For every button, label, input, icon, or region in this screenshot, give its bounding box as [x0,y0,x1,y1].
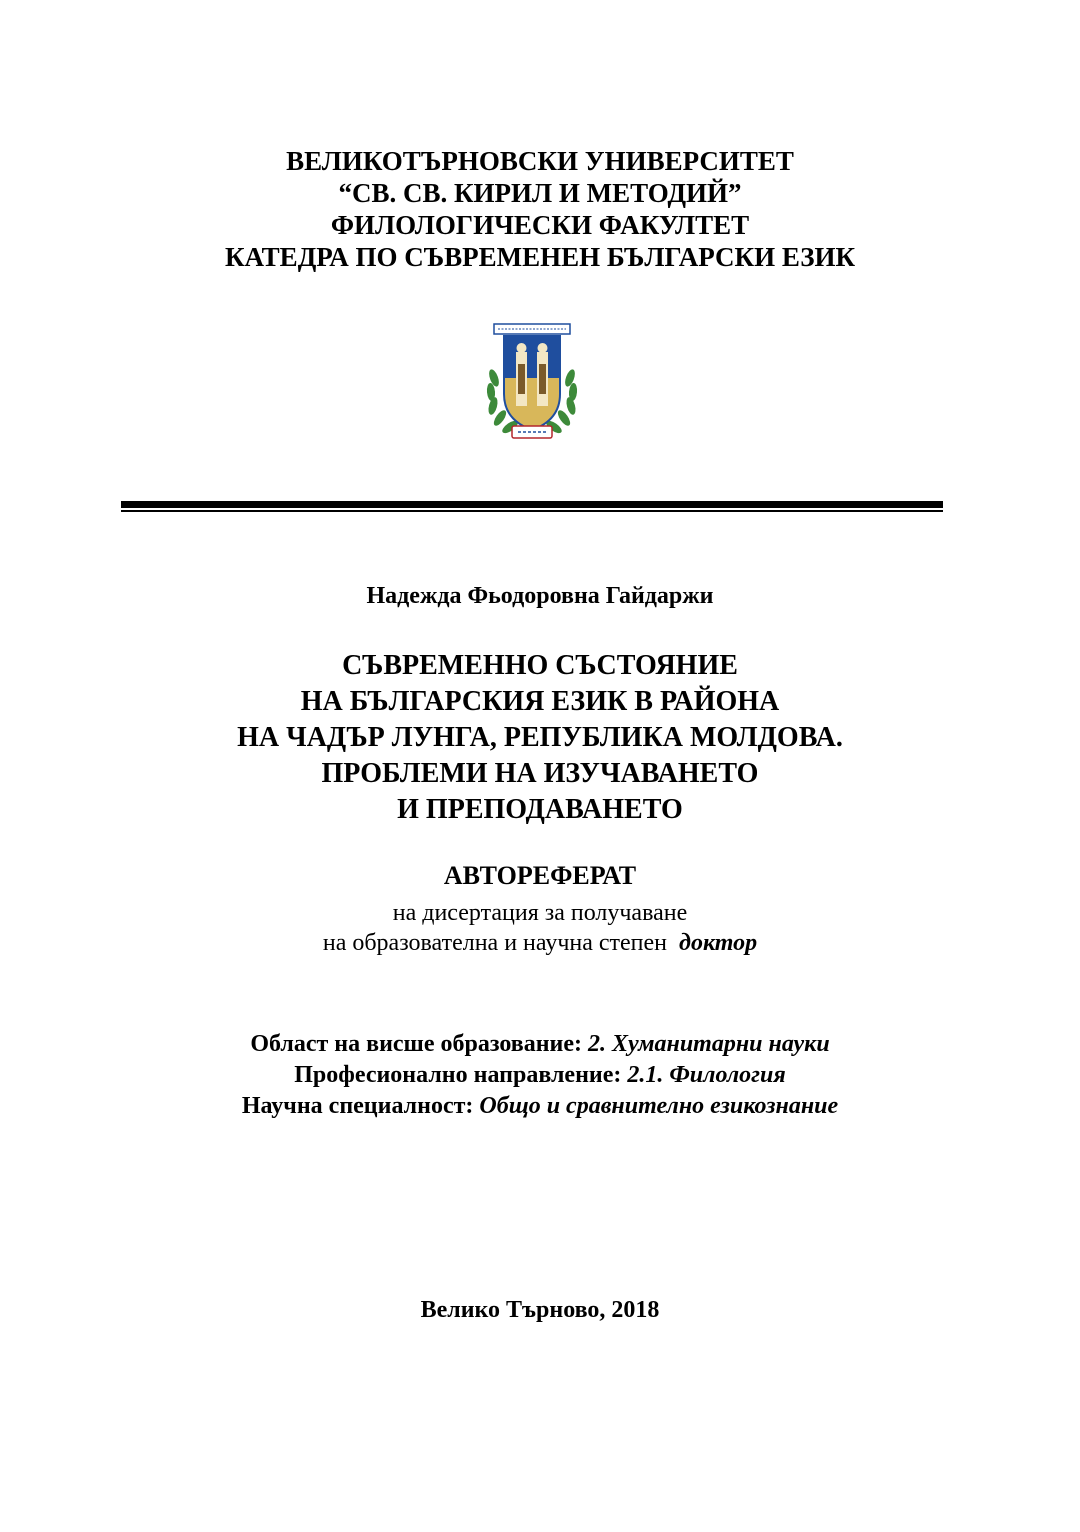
title-line: ПРОБЛЕМИ НА ИЗУЧАВАНЕТО [321,758,759,789]
university-crest-icon [478,308,586,448]
department-name: КАТЕДРА ПО СЪВРЕМЕНЕН БЪЛГАРСКИ ЕЗИК [224,242,856,272]
title-line: И ПРЕПОДАВАНЕТО [397,794,683,825]
author-name: Надежда Фьодоровна Гайдаржи [366,583,714,609]
place-year: Велико Търново, 2018 [420,1297,660,1323]
divider-thick [121,501,943,508]
abstract-line-1: на дисертация за получаване [392,900,688,926]
specialty-value: Общо и сравнително езикознание [479,1093,839,1119]
specialty-label: Научна специалност: [241,1093,480,1119]
faculty-name: ФИЛОЛОГИЧЕСКИ ФАКУЛТЕТ [330,210,750,240]
university-name: ВЕЛИКОТЪРНОВСКИ УНИВЕРСИТЕТ [286,146,794,176]
title-line: НА ЧАДЪР ЛУНГА, РЕПУБЛИКА МОЛДОВА. [237,722,843,753]
title-line: СЪВРЕМЕННО СЪСТОЯНИЕ [342,650,738,681]
abstract-line-2 [0,928,1080,958]
title-line: НА БЪЛГАРСКИЯ ЕЗИК В РАЙОНА [300,686,780,717]
direction-row [0,1060,1080,1091]
university-patron: “СВ. СВ. КИРИЛ И МЕТОДИЙ” [338,178,742,208]
thesis-title [0,648,1080,828]
specialty-row [0,1091,1080,1122]
field-value: 2. Хуманитарни науки [588,1031,830,1057]
institution-header [0,145,1080,273]
field-label: Област на висше образование: [250,1031,588,1057]
direction-label: Професионално направление: [294,1062,628,1088]
abstract-description [0,898,1080,958]
field-row [0,1029,1080,1060]
divider-thin [121,510,943,512]
degree-prefix: на образователна и научна степен [322,930,680,956]
abstract-label: АВТОРЕФЕРАТ [443,861,637,890]
classification-info [0,1029,1080,1122]
degree-value: доктор [679,930,758,956]
direction-value: 2.1. Филология [627,1062,786,1088]
